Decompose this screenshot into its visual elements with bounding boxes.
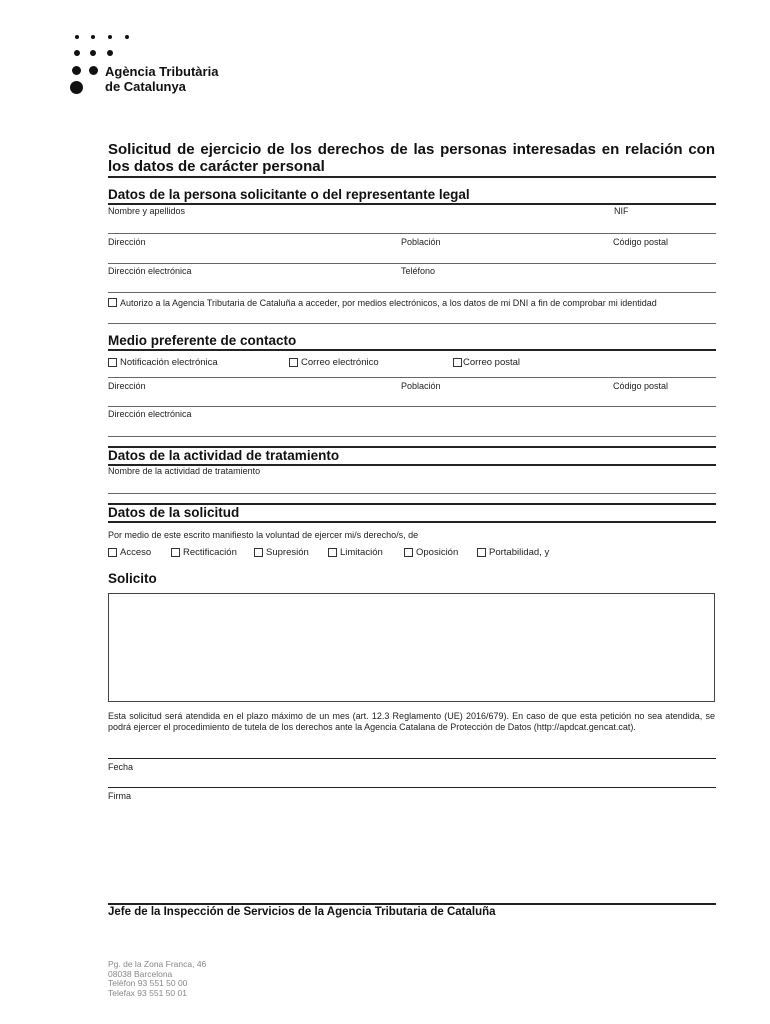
section-heading-activity: Datos de la actividad de tratamiento (108, 448, 340, 463)
date-field-label: Fecha (108, 762, 134, 772)
form-title: Solicitud de ejercicio de los derechos de las personas interesadas en relación con los datos de carácter personal (108, 141, 715, 175)
checkbox[interactable] (404, 548, 413, 557)
right-option-access[interactable]: Acceso (108, 547, 151, 558)
checkbox[interactable] (477, 548, 486, 557)
nif-field-label: NIF (614, 206, 629, 216)
request-textarea[interactable] (108, 593, 715, 702)
divider (108, 521, 716, 523)
logo-text-line2: de Catalunya (105, 79, 186, 94)
logo-dot (91, 35, 95, 39)
checkbox[interactable] (108, 358, 117, 367)
checkbox[interactable] (254, 548, 263, 557)
divider (108, 176, 716, 178)
checkbox[interactable] (328, 548, 337, 557)
checkbox[interactable] (289, 358, 298, 367)
right-option-limitation[interactable]: Limitación (328, 547, 383, 558)
field-line (108, 377, 716, 378)
field-line (108, 323, 716, 324)
postal-code-field-label: Código postal (613, 237, 669, 247)
logo-dot (74, 50, 80, 56)
name-field-label: Nombre y apellidos (108, 206, 186, 216)
contact-town-label: Población (401, 381, 441, 391)
section-heading-contact: Medio preferente de contacto (108, 333, 297, 348)
logo-dot (125, 35, 129, 39)
footer-line: Telèfon 93 551 50 00 (108, 978, 188, 988)
town-field-label: Población (401, 237, 441, 247)
logo-dot (89, 66, 98, 75)
checkbox[interactable] (171, 548, 180, 557)
field-line (108, 406, 716, 407)
right-option-portability[interactable]: Portabilidad, y (477, 547, 549, 558)
logo-dot (107, 50, 113, 56)
right-option-rectification[interactable]: Rectificación (171, 547, 237, 558)
field-line (108, 436, 716, 437)
footer-line: Telefax 93 551 50 01 (108, 987, 187, 998)
phone-field-label: Teléfono (401, 266, 436, 276)
field-line (108, 292, 716, 293)
consent-text: Autorizo a la Agencia Tributaria de Cataluña a acceder, por medios electrónicos, a los datos de mi DNI a fin de comprobar mi identidad (120, 298, 657, 308)
field-line (108, 493, 716, 494)
contact-option-electronic[interactable]: Notificación electrónica (108, 357, 218, 368)
divider (108, 787, 716, 788)
consent-checkbox[interactable] (108, 298, 117, 307)
contact-option-postal[interactable]: Correo postal (453, 357, 520, 368)
addressee: Jefe de la Inspección de Servicios de la Agencia Tributaria de Cataluña (108, 906, 496, 918)
email-field-label: Dirección electrónica (108, 266, 192, 276)
logo-dot (72, 66, 81, 75)
request-intro: Por medio de este escrito manifiesto la voluntad de ejercer mi/s derecho/s, de (108, 530, 419, 540)
checkbox[interactable] (453, 358, 462, 367)
consent-row (108, 298, 715, 309)
address-field-label: Dirección (108, 237, 146, 247)
contact-option-email[interactable]: Correo electrónico (289, 357, 379, 368)
section-heading-applicant: Datos de la persona solicitante o del representante legal (108, 187, 470, 202)
divider (108, 203, 716, 205)
footer-address (108, 960, 206, 998)
right-option-erasure[interactable]: Supresión (254, 547, 309, 558)
contact-postal-code-label: Código postal (613, 381, 669, 391)
logo-dot (108, 35, 112, 39)
contact-email-label: Dirección electrónica (108, 409, 192, 419)
footer-line: Pg. de la Zona Franca, 46 (108, 959, 207, 969)
logo-dot (70, 81, 83, 94)
section-heading-request-text: Solicito (108, 571, 157, 586)
checkbox[interactable] (108, 548, 117, 557)
right-option-opposition[interactable]: Oposición (404, 547, 458, 558)
divider (108, 758, 716, 759)
section-heading-request: Datos de la solicitud (108, 505, 240, 520)
logo-dot (90, 50, 96, 56)
processing-notice: Esta solicitud será atendida en el plazo máximo de un mes (art. 12.3 Reglamento (UE) 2016/679). En caso de que esta petición no sea atendida, se podrá ejercer el procedimiento de tutela de los derechos ante la Agencia Catalana de Protección de Datos (http://apdcat.gencat.cat). (108, 711, 715, 732)
contact-address-label: Dirección (108, 381, 146, 391)
activity-name-label: Nombre de la actividad de tratamiento (108, 466, 261, 476)
divider (108, 903, 716, 905)
footer-line: 08038 Barcelona (108, 968, 173, 979)
logo-text-line1: Agència Tributària (105, 64, 219, 79)
field-line (108, 263, 716, 264)
divider (108, 349, 716, 351)
field-line (108, 233, 716, 234)
signature-field-label: Firma (108, 791, 131, 801)
logo-dot (75, 35, 79, 39)
